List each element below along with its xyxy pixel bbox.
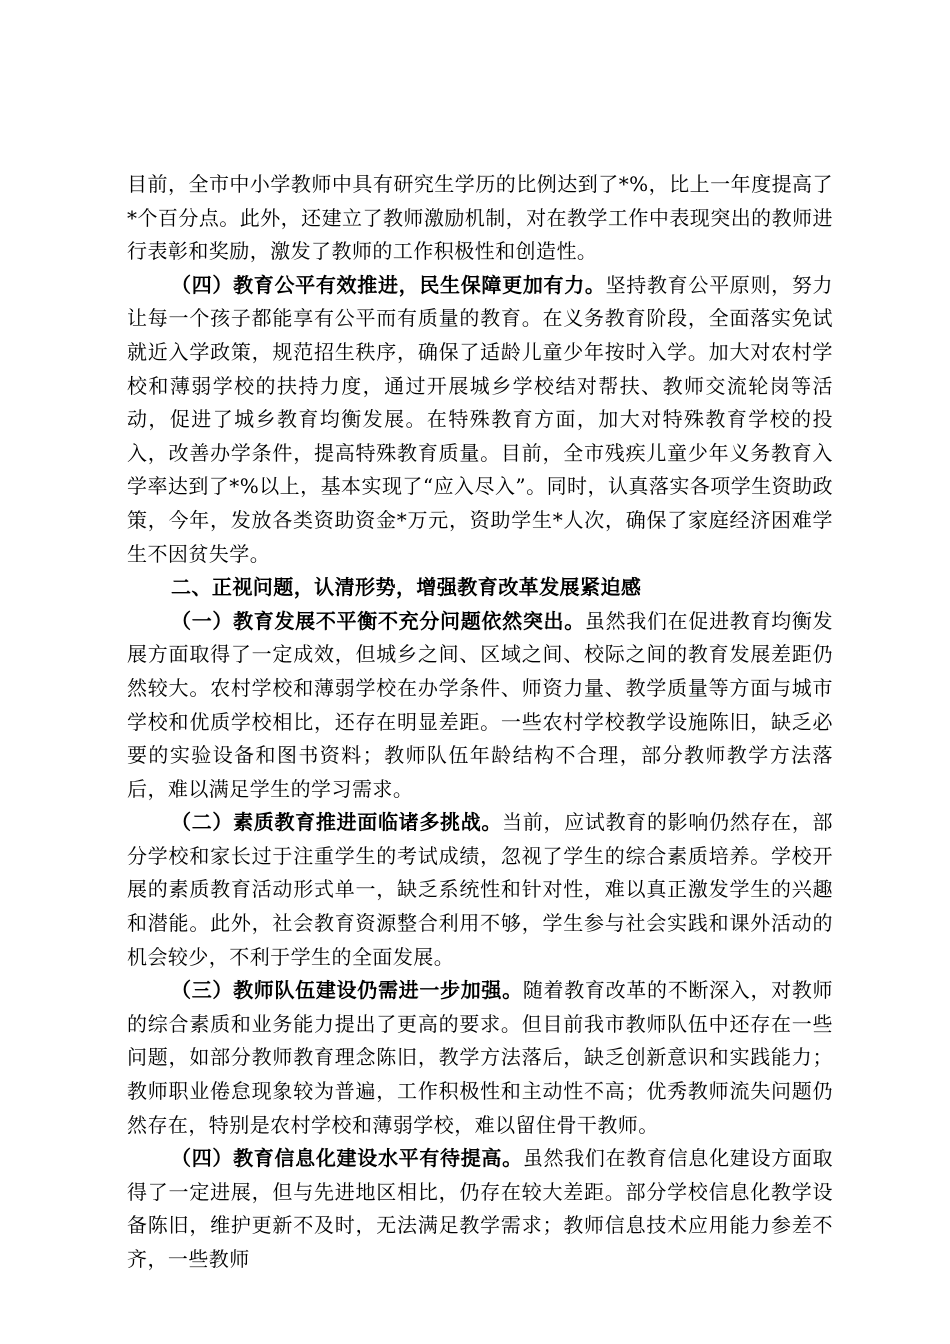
paragraph-body: 虽然我们在教育信息化建设方面取得了一定进展，但与先进地区相比，仍存在较大差距。部分学校信息化教学设备陈旧，维护更新不及时，无法满足教学需求；教师信息技术应用能力参差不齐，一些教师 — [127, 1146, 834, 1271]
paragraph-body: 当前，应试教育的影响仍然存在，部分学校和家长过于注重学生的考试成绩，忽视了学生的综合素质培养。学校开展的素质教育活动形式单一，缺乏系统性和针对性，难以真正激发学生的兴趣和潜能。此外，社会教育资源整合利用不够，学生参与社会实践和课外活动的机会较少，不利于学生的全面发展。 — [127, 810, 833, 969]
paragraph-education-equity — [127, 269, 833, 571]
paragraph-body: 目前，全市中小学教师中具有研究生学历的比例达到了*%，比上一年度提高了*个百分点。此外，还建立了教师激励机制，对在教学工作中表现突出的教师进行表彰和奖励，激发了教师的工作积极性和创造性。 — [127, 172, 833, 264]
paragraph-heading: （三）教师队伍建设仍需进一步加强。 — [171, 978, 523, 1003]
paragraph-body: 随着教育改革的不断深入，对教师的综合素质和业务能力提出了更高的要求。但目前我市教师队伍中还存在一些问题，如部分教师教育理念陈旧，教学方法落后，缺乏创新意识和实践能力；教师职业倦怠现象较为普遍，工作积极性和主动性不高；优秀教师流失问题仍然存在，特别是农村学校和薄弱学校，难以留住骨干教师。 — [127, 978, 834, 1137]
paragraph-heading: （一）教育发展不平衡不充分问题依然突出。 — [171, 608, 585, 633]
paragraph-body: 虽然我们在促进教育均衡发展方面取得了一定成效，但城乡之间、区域之间、校际之间的教育发展差距仍然较大。农村学校和薄弱学校在办学条件、师资力量、教学质量等方面与城市学校和优质学校相比，还存在明显差距。一些农村学校教学设施陈旧，缺乏必要的实验设备和图书资料；教师队伍年龄结构不合理，部分教师教学方法落后，难以满足学生的学习需求。 — [127, 608, 834, 801]
paragraph-informatization — [127, 1142, 833, 1276]
paragraph-imbalance — [127, 605, 833, 807]
paragraph-teacher-stats — [127, 168, 833, 269]
paragraph-body: 坚持教育公平原则，努力让每一个孩子都能享有公平而有质量的教育。在义务教育阶段，全面落实免试就近入学政策，规范招生秩序，确保了适龄儿童少年按时入学。加大对农村学校和薄弱学校的扶持力度，通过开展城乡学校结对帮扶、教师交流轮岗等活动，促进了城乡教育均衡发展。在特殊教育方面，加大对特殊教育学校的投入，改善办学条件，提高特殊教育质量。目前，全市残疾儿童少年义务教育入学率达到了*%以上，基本实现了“应入尽入”。同时，认真落实各项学生资助政策，今年，发放各类资助资金*万元，资助学生*人次，确保了家庭经济困难学生不因贫失学。 — [127, 272, 833, 566]
section-heading: 二、正视问题，认清形势，增强教育改革发展紧迫感 — [171, 575, 642, 600]
paragraph-teacher-team — [127, 974, 833, 1142]
paragraph-quality-education — [127, 806, 833, 974]
paragraph-heading: （二）素质教育推进面临诸多挑战。 — [171, 810, 503, 835]
paragraph-heading: （四）教育公平有效推进，民生保障更加有力。 — [171, 272, 606, 297]
paragraph-heading: （四）教育信息化建设水平有待提高。 — [171, 1146, 523, 1171]
document-page — [127, 168, 833, 1277]
